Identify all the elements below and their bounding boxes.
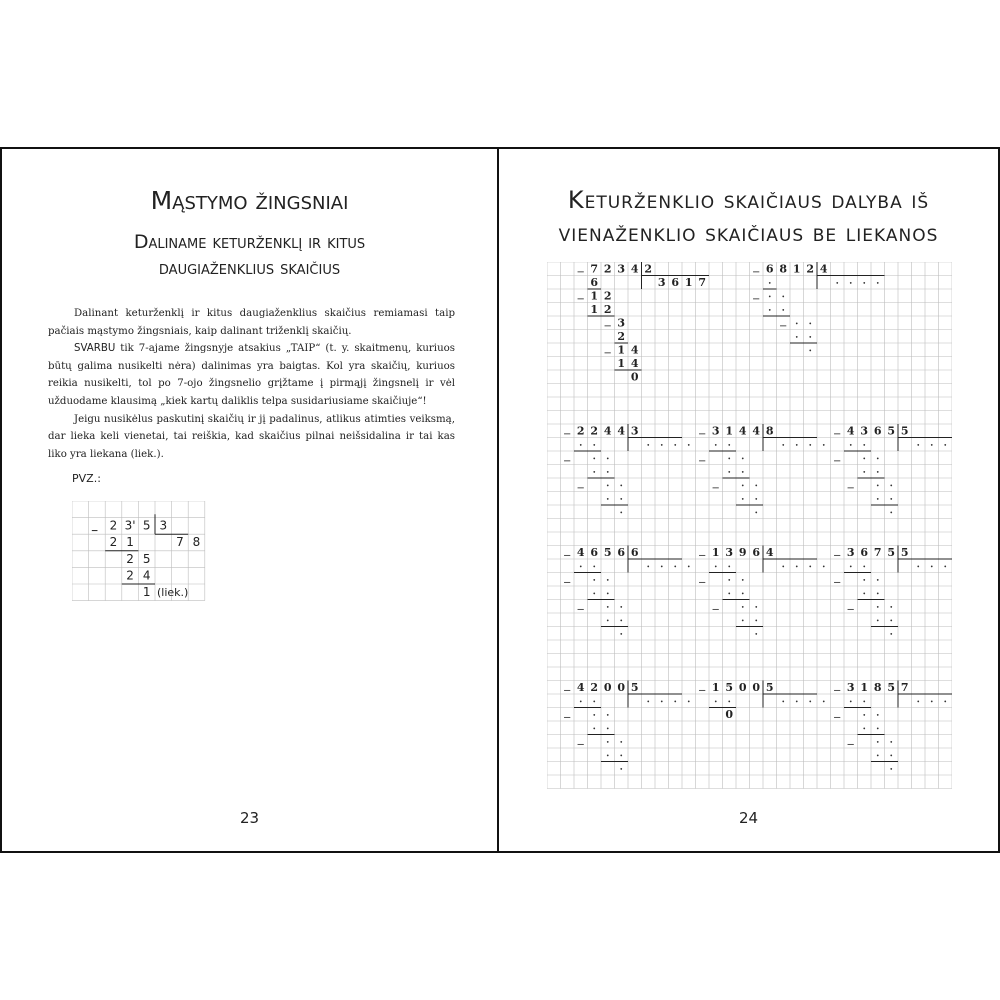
placeholder-dot [944,444,946,446]
placeholder-dot [944,701,946,703]
placeholder-dot [620,755,622,757]
placeholder-dot [890,606,892,608]
placeholder-dot [607,755,609,757]
dividend-digit: 1 [860,681,869,694]
dividend-digit: 1 [711,546,720,559]
dividend-digit: 4 [630,262,639,276]
placeholder-dot [782,296,784,298]
divisor-digit: 5 [900,424,909,438]
paragraph-2 [48,340,455,410]
divisor-digit: 5 [630,681,639,694]
page-number: 24 [738,809,759,827]
placeholder-dot [593,471,595,473]
placeholder-dot [674,701,676,703]
placeholder-dot [850,282,852,284]
placeholder-dot [755,512,757,514]
placeholder-dot [620,512,622,514]
placeholder-dot [620,606,622,608]
dividend-digit: 2 [806,262,815,276]
placeholder-dot [607,593,609,595]
divisor-digit: 6 [630,546,639,559]
dividend-digit: 2 [590,681,599,694]
dividend-digit: 7 [590,262,599,276]
placeholder-dot [620,633,622,635]
placeholder-dot [661,701,663,703]
placeholder-dot [620,741,622,743]
placeholder-dot [742,498,744,500]
dividend-digit: 3 [159,518,168,533]
dividend-digit: 5 [887,681,896,694]
dividend-digit: 6 [590,546,599,559]
step-digit: 2 [126,551,134,566]
step-digit: 2 [603,289,612,303]
placeholder-dot [877,282,879,284]
placeholder-dot [796,566,798,568]
minus-sign: − [711,483,720,494]
dividend-digit: 6 [873,424,882,438]
quotient-digit: 8 [192,535,201,550]
placeholder-dot [593,579,595,581]
placeholder-dot [890,633,892,635]
placeholder-dot [607,620,609,622]
placeholder-dot [742,471,744,473]
placeholder-dot [850,566,852,568]
dividend-digit: 6 [860,546,869,559]
step-digit: 2 [126,568,134,583]
placeholder-dot [877,714,879,716]
placeholder-dot [674,566,676,568]
minus-sign: − [563,577,572,589]
placeholder-dot [890,620,892,622]
minus-sign: − [711,604,720,616]
step-digit: 1 [590,303,599,316]
right-page [499,147,1000,853]
step-digit: 4 [630,357,639,370]
left-page [0,147,500,853]
placeholder-dot [877,620,879,622]
placeholder-dot [877,579,879,581]
minus-sign: − [833,712,842,724]
minus-sign: − [833,685,842,697]
dividend-digit: 0 [752,681,761,694]
placeholder-dot [742,620,744,622]
dividend-digit: 7 [873,546,882,559]
placeholder-dot [593,444,595,446]
dividend-digit: 4 [738,424,747,438]
dividend-digit: 0 [617,681,626,694]
minus-sign: − [576,267,585,278]
placeholder-dot [809,701,811,703]
placeholder-dot [728,458,730,460]
placeholder-dot [809,444,811,446]
placeholder-dot [863,444,865,446]
placeholder-dot [769,309,771,311]
placeholder-dot [850,701,852,703]
placeholder-dot [742,458,744,460]
minus-sign: − [698,577,707,589]
placeholder-dot [742,606,744,608]
placeholder-dot [944,566,946,568]
dividend-digit: 4 [576,681,585,694]
placeholder-dot [647,566,649,568]
minus-sign: − [576,604,585,616]
placeholder-dot [836,282,838,284]
minus-sign: − [846,483,855,494]
divisor-digit: 5 [900,546,909,559]
placeholder-dot [917,444,919,446]
placeholder-dot [607,485,609,487]
placeholder-dot [607,741,609,743]
placeholder-dot [607,498,609,500]
quotient-digit: 1 [684,276,693,289]
dividend-digit: 6 [617,546,626,559]
placeholder-dot [863,471,865,473]
minus-sign: − [752,267,761,278]
subtitle-line-1: Daliname keturženklį ir kitus [133,231,366,253]
dividend-digit: 2 [603,262,612,276]
placeholder-dot [593,593,595,595]
placeholder-dot [863,714,865,716]
placeholder-dot [782,309,784,311]
placeholder-dot [782,566,784,568]
dividend-digit: 0 [603,681,612,694]
minus-sign: − [90,526,99,537]
minus-sign: − [698,685,707,697]
placeholder-dot [809,350,811,352]
placeholder-dot [863,579,865,581]
minus-sign: − [752,294,761,305]
placeholder-dot [890,768,892,770]
dividend-digit: 3 [617,262,626,276]
subtitle-line-2: daugiaženklius skaičius [158,257,341,279]
dividend-digit: 1 [725,424,734,438]
placeholder-dot [890,755,892,757]
placeholder-dot [931,566,933,568]
placeholder-dot [593,714,595,716]
quotient-digit: 6 [671,276,680,289]
divisor-digit: 4 [765,546,774,559]
placeholder-dot [755,633,757,635]
minus-sign: − [833,429,842,440]
dividend-digit: 4 [752,424,761,438]
divisor-digit: 3 [630,424,639,438]
minus-sign: − [698,550,707,562]
placeholder-dot [742,593,744,595]
placeholder-dot [607,606,609,608]
dividend-digit: 8 [779,262,788,276]
placeholder-dot [890,485,892,487]
page-title: Mąstymo žingsniai [150,186,349,215]
placeholder-dot [809,566,811,568]
placeholder-dot [647,444,649,446]
placeholder-dot [593,701,595,703]
placeholder-dot [607,714,609,716]
placeholder-dot [755,498,757,500]
divisor-digit: 4 [819,262,828,276]
step-digit: 4 [630,343,639,357]
placeholder-dot [890,512,892,514]
page-number: 23 [239,809,260,827]
placeholder-dot [620,620,622,622]
placeholder-dot [715,566,717,568]
example-label: PVZ.: [72,472,101,485]
minus-sign: − [576,294,585,305]
dividend-digit: 6 [752,546,761,559]
dividend-digit: 5 [887,424,896,438]
step-digit: 4 [142,568,151,583]
placeholder-dot [620,768,622,770]
remainder-note: (liek.) [157,586,189,599]
placeholder-dot [863,458,865,460]
minus-sign: − [576,483,585,494]
placeholder-dot [607,458,609,460]
minus-sign: − [563,550,572,562]
remainder-digit: 1 [142,585,151,599]
minus-sign: − [698,456,707,467]
paragraph-1: Dalinant keturženklį ir kitus daugiaženklius skaičius remiamasi taip pačiais mąstymo žingsniais, kaip dalinant triženklį skaičių. [48,308,455,337]
minus-sign: − [576,739,585,751]
dividend-digit: 3 [711,424,720,438]
quotient-digit: 7 [698,276,707,289]
placeholder-dot [809,336,811,338]
placeholder-dot [607,728,609,730]
minus-sign: − [603,321,612,332]
step-digit: 1 [617,343,626,357]
minus-sign: − [563,429,572,440]
placeholder-dot [661,566,663,568]
paragraph-2-text: tik 7-ajame žingsnyje atsakius „TAIP“ (t. y. skaitmenų, kuriuos būtų galima nusikelti nėra) dalinimas yra baigtas. Kol yra skaičių, kuriuos reikia nusikelti, tol po 7-ojo žingsnelio grįžtame į pirmąjį žingsnelį ir vėl užduodame klausimą „kiek kartų daliklis telpa susidariusiame skaičiuje“! [48,343,455,407]
step-digit: 2 [617,330,626,343]
page-title-line-1: Keturženklio skaičiaus dalyba iš [567,186,930,214]
placeholder-dot [877,498,879,500]
placeholder-dot [715,444,717,446]
step-digit: 1 [126,535,134,550]
placeholder-dot [647,701,649,703]
quotient-digit: 3 [657,276,666,289]
placeholder-dot [755,606,757,608]
placeholder-dot [863,728,865,730]
divisor-digit: 8 [765,424,774,438]
placeholder-dot [661,444,663,446]
placeholder-dot [796,323,798,325]
step-digit: 2 [109,535,118,550]
minus-sign: − [833,550,842,562]
dividend-digit: 4 [576,546,585,559]
minus-sign: − [779,321,788,332]
placeholder-dot [728,471,730,473]
placeholder-dot [877,755,879,757]
paragraph-3: Jeigu nusikėlus paskutinį skaičių ir jį padalinus, atlikus atimties veiksmą, dar lieka keli vienetai, tai reiškia, kad skaičius pilnai neišsidalina ir tai kas liko yra liekana (liek.). [48,413,455,460]
minus-sign: − [698,429,707,440]
placeholder-dot [607,471,609,473]
dividend-digit: 9 [738,546,747,559]
minus-sign: − [833,577,842,589]
placeholder-dot [688,701,690,703]
dividend-digit: 1 [792,262,801,276]
minus-sign: − [563,685,572,697]
placeholder-dot [782,444,784,446]
minus-sign: − [563,456,572,467]
step-digit: 0 [630,370,639,384]
minus-sign: − [833,456,842,467]
placeholder-dot [796,336,798,338]
placeholder-dot [755,485,757,487]
dividend-digit: 5 [725,681,734,694]
dividend-digit: 0 [738,681,747,694]
minus-sign: − [603,348,612,359]
minus-sign: − [846,739,855,751]
dividend-digit: 2 [109,518,118,533]
placeholder-dot [931,701,933,703]
placeholder-dot [877,741,879,743]
placeholder-dot [728,701,730,703]
placeholder-dot [877,593,879,595]
step-digit: 1 [590,289,599,303]
placeholder-dot [823,566,825,568]
placeholder-dot [877,728,879,730]
placeholder-dot [890,498,892,500]
placeholder-dot [917,566,919,568]
dividend-digit: 3 [860,424,869,438]
placeholder-dot [863,282,865,284]
dividend-digit: 3' [124,518,136,533]
dividend-digit: 5 [887,546,896,559]
placeholder-dot [769,282,771,284]
step-digit: 0 [725,708,734,721]
dividend-digit: 3 [725,546,734,559]
placeholder-dot [728,566,730,568]
dividend-digit: 5 [142,518,151,533]
dividend-digit: 2 [590,424,599,438]
dividend-digit: 5 [603,546,612,559]
placeholder-dot [742,579,744,581]
placeholder-dot [715,701,717,703]
placeholder-dot [742,485,744,487]
placeholder-dot [580,444,582,446]
placeholder-dot [796,444,798,446]
placeholder-dot [796,701,798,703]
placeholder-dot [809,323,811,325]
placeholder-dot [728,579,730,581]
exercise-grid [547,262,952,790]
placeholder-dot [890,741,892,743]
example-division-grid [72,501,206,603]
important-word: SVARBU [74,343,116,355]
dividend-digit: 3 [846,681,855,694]
placeholder-dot [580,566,582,568]
dividend-digit: 4 [617,424,626,438]
placeholder-dot [823,444,825,446]
placeholder-dot [823,701,825,703]
placeholder-dot [593,458,595,460]
placeholder-dot [607,579,609,581]
placeholder-dot [620,485,622,487]
placeholder-dot [877,606,879,608]
placeholder-dot [593,728,595,730]
divisor-digit: 7 [900,681,909,694]
placeholder-dot [674,444,676,446]
placeholder-dot [877,458,879,460]
placeholder-dot [620,498,622,500]
page-title-line-2: vienaženklio skaičiaus be liekanos [558,219,939,247]
step-digit: 2 [603,303,612,316]
dividend-digit: 2 [576,424,585,438]
placeholder-dot [877,471,879,473]
placeholder-dot [782,701,784,703]
dividend-digit: 1 [711,681,720,694]
placeholder-dot [728,444,730,446]
dividend-digit: 6 [765,262,774,276]
placeholder-dot [688,444,690,446]
placeholder-dot [917,701,919,703]
placeholder-dot [580,701,582,703]
placeholder-dot [755,620,757,622]
dividend-digit: 4 [603,424,612,438]
divisor-digit: 5 [765,681,774,694]
placeholder-dot [728,593,730,595]
body-text [48,305,455,463]
placeholder-dot [863,566,865,568]
dividend-digit: 4 [846,424,855,438]
placeholder-dot [769,296,771,298]
placeholder-dot [863,593,865,595]
dividend-digit: 3 [846,546,855,559]
quotient-digit: 7 [176,535,184,550]
step-digit: 6 [590,276,599,289]
dividend-digit: 8 [873,681,882,694]
minus-sign: − [846,604,855,616]
placeholder-dot [850,444,852,446]
placeholder-dot [593,566,595,568]
divisor-digit: 2 [644,262,653,276]
placeholder-dot [863,701,865,703]
placeholder-dot [931,444,933,446]
placeholder-dot [877,485,879,487]
step-digit: 3 [617,316,626,330]
step-digit: 5 [142,551,151,566]
placeholder-dot [688,566,690,568]
minus-sign: − [563,712,572,724]
step-digit: 1 [617,357,626,370]
